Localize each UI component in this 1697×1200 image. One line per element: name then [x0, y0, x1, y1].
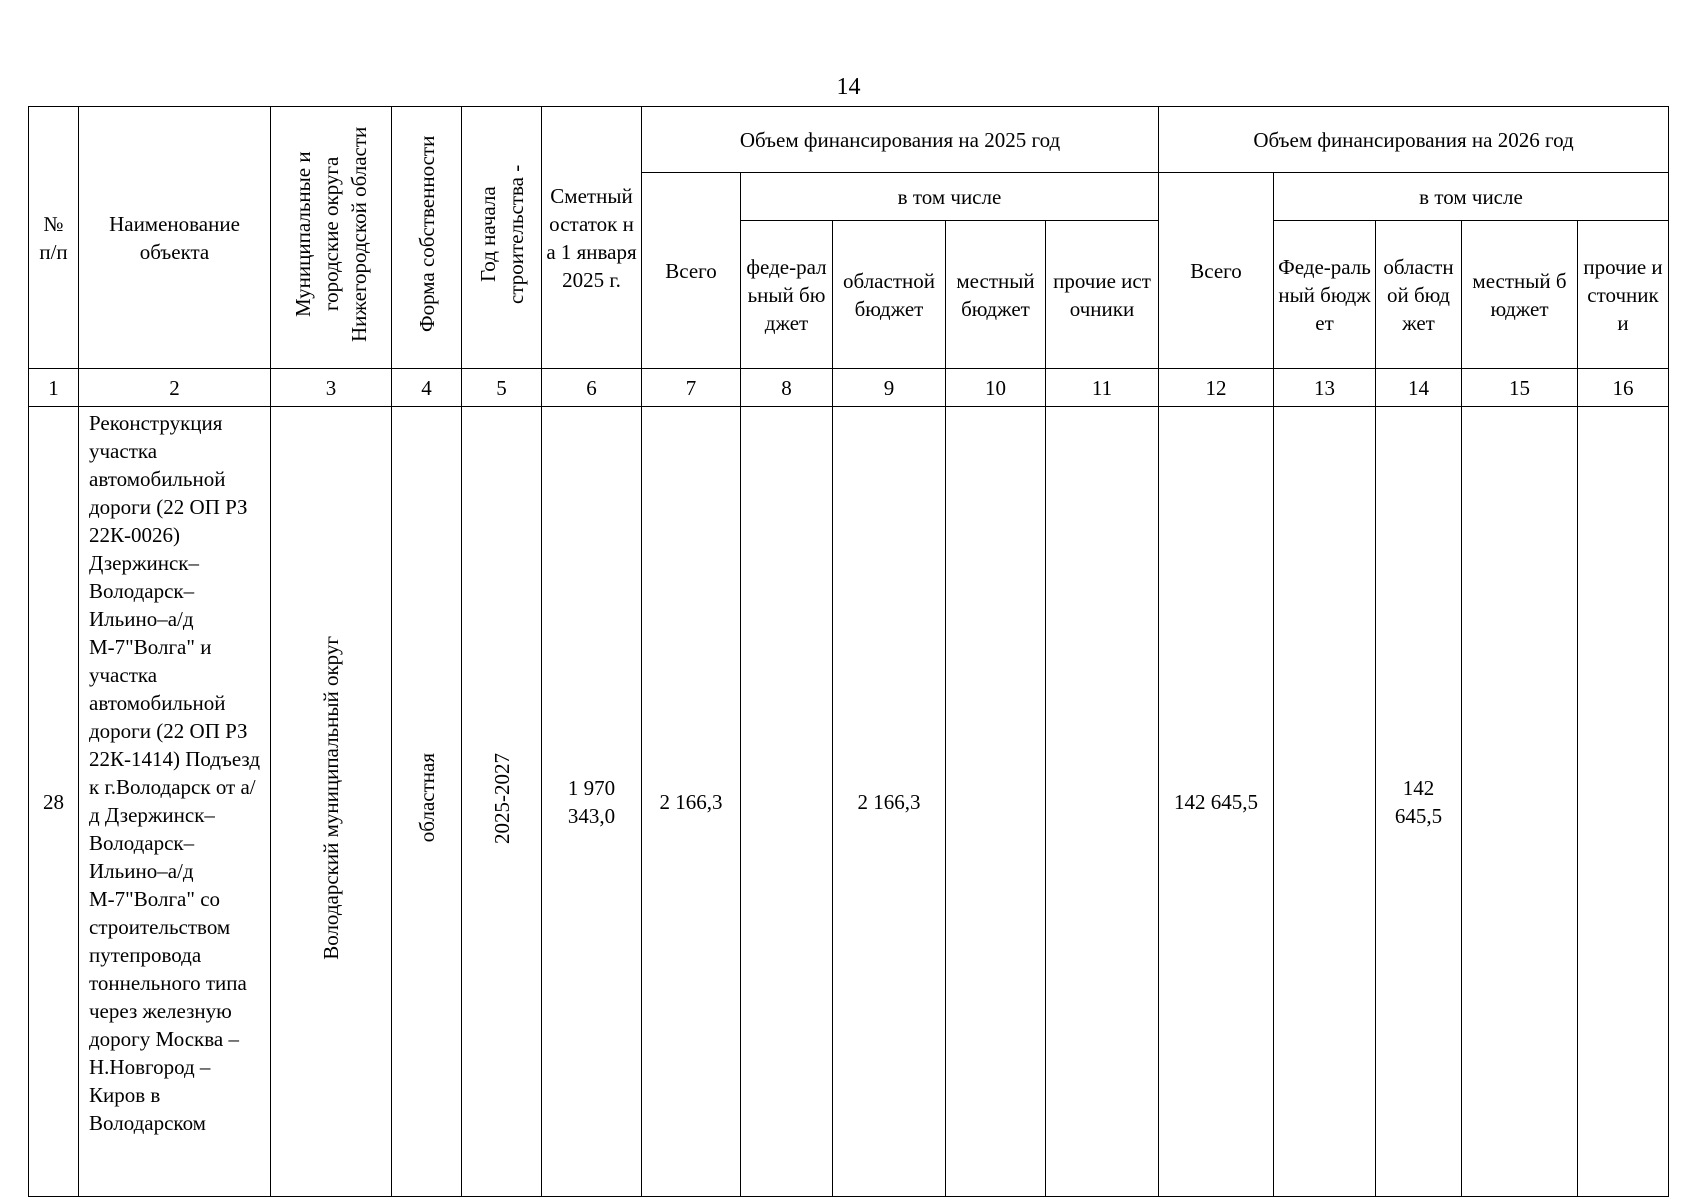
- col-number: 9: [833, 369, 946, 407]
- header-name: Наименование объекта: [79, 107, 271, 369]
- row-total-2026: 142 645,5: [1159, 407, 1274, 1197]
- header-local-2025: местный бюджет: [946, 221, 1046, 369]
- header-total-2025: Всего: [642, 173, 741, 369]
- header-regional-2025: областной бюджет: [833, 221, 946, 369]
- header-other-2025: прочие источники: [1046, 221, 1159, 369]
- row-years: 2025-2027: [462, 407, 542, 1197]
- col-number: 5: [462, 369, 542, 407]
- row-ownership: областная: [392, 407, 462, 1197]
- row-federal-2025: [741, 407, 833, 1197]
- row-other-2026: [1578, 407, 1669, 1197]
- row-other-2025: [1046, 407, 1159, 1197]
- col-number: 10: [946, 369, 1046, 407]
- col-number: 12: [1159, 369, 1274, 407]
- col-number: 7: [642, 369, 741, 407]
- row-regional-2026: 142 645,5: [1376, 407, 1462, 1197]
- header-municipal: Муниципальные и городские округа Нижегородской области: [271, 107, 392, 369]
- header-balance: Сметный остаток на 1 января 2025 г.: [542, 107, 642, 369]
- row-num: 28: [29, 407, 79, 1197]
- row-balance: 1 970 343,0: [542, 407, 642, 1197]
- header-regional-2026: областной бюджет: [1376, 221, 1462, 369]
- header-total-2026: Всего: [1159, 173, 1274, 369]
- col-number: 13: [1274, 369, 1376, 407]
- col-number: 3: [271, 369, 392, 407]
- col-number: 6: [542, 369, 642, 407]
- column-number-row: [29, 369, 1669, 407]
- header-group-2026: Объем финансирования на 2026 год: [1159, 107, 1669, 173]
- header-local-2026: местный бюджет: [1462, 221, 1578, 369]
- page-number: 14: [836, 74, 861, 100]
- col-number: 11: [1046, 369, 1159, 407]
- row-object-name: Реконструкция участка автомобильной дороги (22 ОП РЗ 22К-0026) Дзержинск–Володарск–Ильино–а/д М-7"Волга" и участка автомобильной дороги (22 ОП РЗ 22К-1414) Подъезд к г.Володарск от а/д Дзержинск–Володарск–Ильино–а/д М-7"Волга" со строительством путепровода тоннельного типа через железную дорогу Москва – Н.Новгород – Киров в Володарском: [79, 407, 271, 1197]
- col-number: 4: [392, 369, 462, 407]
- row-federal-2026: [1274, 407, 1376, 1197]
- header-num: № п/п: [29, 107, 79, 369]
- col-number: 1: [29, 369, 79, 407]
- header-start-year: Год начала строительства -: [462, 107, 542, 369]
- header-including-2025: в том числе: [741, 173, 1159, 221]
- col-number: 2: [79, 369, 271, 407]
- header-group-2025: Объем финансирования на 2025 год: [642, 107, 1159, 173]
- header-federal-2026: Феде-ральный бюджет: [1274, 221, 1376, 369]
- header-including-2026: в том числе: [1274, 173, 1669, 221]
- col-number: 15: [1462, 369, 1578, 407]
- col-number: 8: [741, 369, 833, 407]
- col-number: 16: [1578, 369, 1669, 407]
- header-federal-2025: феде-ральный бюджет: [741, 221, 833, 369]
- header-other-2026: прочие источники: [1578, 221, 1669, 369]
- col-number: 14: [1376, 369, 1462, 407]
- header-ownership: Форма собственности: [392, 107, 462, 369]
- financing-table: [28, 106, 1669, 1197]
- table-row: [29, 407, 1669, 1197]
- row-municipal: Володарский муниципальный округ: [271, 407, 392, 1197]
- row-regional-2025: 2 166,3: [833, 407, 946, 1197]
- row-total-2025: 2 166,3: [642, 407, 741, 1197]
- row-local-2026: [1462, 407, 1578, 1197]
- row-local-2025: [946, 407, 1046, 1197]
